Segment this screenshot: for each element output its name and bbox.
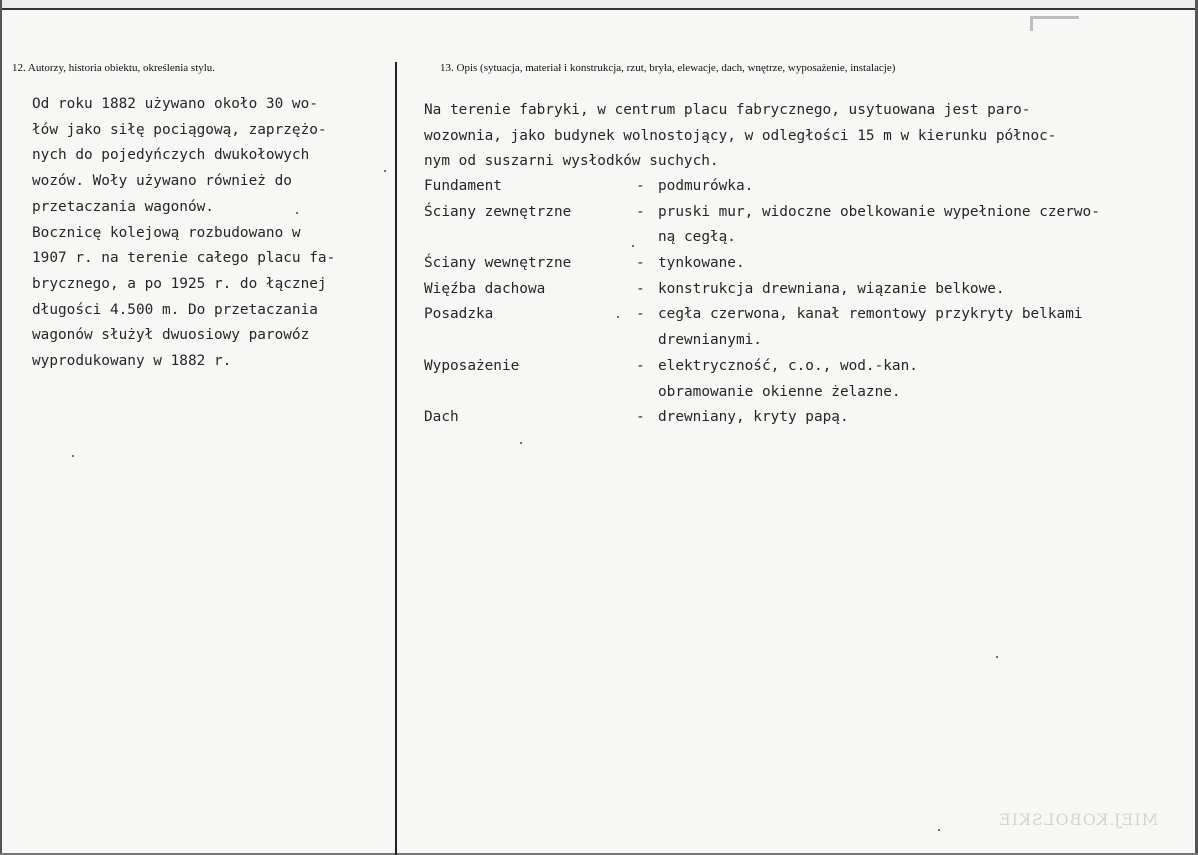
row-label: Dach: [424, 409, 459, 426]
row-label: Fundament: [424, 178, 502, 194]
scan-speck: [384, 170, 386, 172]
section-12-body: Od roku 1882 używano około 30 wo- łów jako siłę pociągową, zaprzężo- nych do pojedyńczych dwukołowych wozów. Woły używano również do przetaczania wagonów. Bocznicę kolejową rozbudowano w 1907 r. na terenie całego placu fa- brycznego, a po 1925 r. do łącznej długości 4.500 m. Do przetaczania wagonów służył dwuosiowy parowóz wyprodukowany w 1882 r.: [32, 96, 336, 370]
row-label: Wyposażenie: [424, 357, 520, 374]
row-value: drewniany, kryty papą.: [658, 409, 849, 426]
row-label: Posadzka: [424, 306, 494, 323]
corner-registration-mark: [1030, 16, 1079, 31]
section-13-heading: 13. Opis (sytuacja, materiał i konstrukcja, rzut, bryła, elewacje, dach, wnętrze, wyposażenie, instalacje): [440, 62, 896, 74]
row-value: cegła czerwona, kanał remontowy przykryty belkami: [658, 306, 1083, 323]
row-value: konstrukcja drewniana, wiązanie belkowe.: [658, 280, 1005, 297]
section-12-heading: 12. Autorzy, historia obiektu, określenia stylu.: [12, 62, 216, 74]
column-divider: [395, 62, 397, 855]
row-value: drewnianymi.: [658, 332, 762, 349]
row-dash: -: [636, 178, 645, 194]
scan-speck: [520, 442, 522, 444]
row-dash: -: [636, 306, 645, 323]
row-dash: -: [636, 409, 645, 426]
row-value: ną cegłą.: [658, 229, 736, 246]
row-value: pruski mur, widoczne obelkowanie wypełnione czerwo-: [658, 203, 1100, 220]
row-label: Ściany wewnętrzne: [424, 255, 572, 272]
scan-left-edge: [0, 0, 2, 855]
stamp-bleed-through: MIEJ.KOBOLSKIE: [998, 810, 1158, 829]
row-value: tynkowane.: [658, 255, 745, 272]
row-label: Ściany zewnętrzne: [424, 203, 572, 220]
row-label: Więźba dachowa: [424, 280, 546, 297]
row-dash: -: [636, 203, 645, 220]
scan-speck: [296, 212, 298, 214]
scan-speck: [617, 316, 619, 318]
row-dash: -: [636, 280, 645, 297]
row-value: elektryczność, c.o., wod.-kan.: [658, 357, 918, 374]
scan-speck: [938, 829, 940, 831]
row-value: obramowanie okienne żelazne.: [658, 383, 901, 400]
section-13-intro: Na terenie fabryki, w centrum placu fabrycznego, usytuowana jest paro- wozownia, jako budynek wolnostojący, w odległości 15 m w kierunku północ- nym od suszarni wysłodków suchych.: [424, 102, 1057, 170]
row-dash: -: [636, 357, 645, 374]
scan-top-edge: [0, 0, 1198, 10]
scan-speck: [72, 455, 74, 457]
row-dash: -: [636, 255, 645, 272]
scan-speck: [632, 245, 634, 247]
row-value: podmurówka.: [658, 178, 754, 194]
scan-speck: [996, 656, 998, 658]
